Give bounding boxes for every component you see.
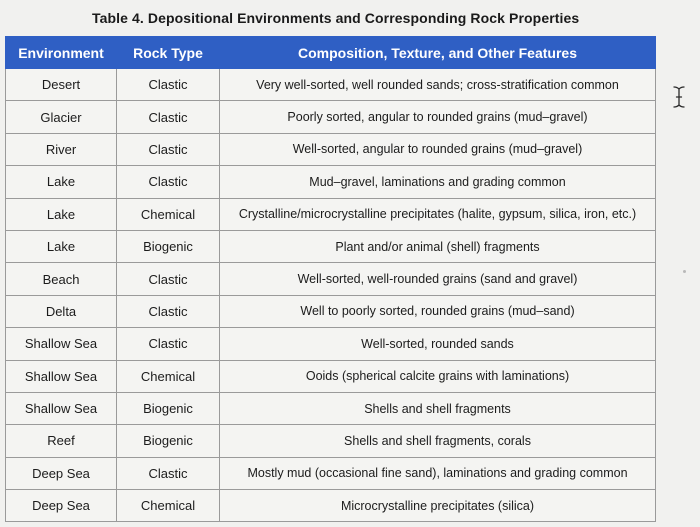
cell-environment: Lake (6, 230, 117, 262)
cell-environment: Beach (6, 263, 117, 295)
cell-composition: Crystalline/microcrystalline precipitates (halite, gypsum, silica, iron, etc.) (220, 198, 656, 230)
cell-composition: Well to poorly sorted, rounded grains (mud–sand) (220, 295, 656, 327)
cell-environment: River (6, 133, 117, 165)
cell-composition: Microcrystalline precipitates (silica) (220, 490, 656, 522)
cell-composition: Plant and/or animal (shell) fragments (220, 230, 656, 262)
cell-environment: Deep Sea (6, 457, 117, 489)
screen-speck (683, 270, 686, 273)
cell-environment: Lake (6, 198, 117, 230)
cell-composition: Ooids (spherical calcite grains with laminations) (220, 360, 656, 392)
cell-composition: Well-sorted, rounded sands (220, 328, 656, 360)
cell-rock-type: Clastic (117, 69, 220, 101)
table-row (6, 69, 656, 101)
table-row (6, 198, 656, 230)
cell-rock-type: Biogenic (117, 230, 220, 262)
cell-environment: Deep Sea (6, 490, 117, 522)
cell-rock-type: Clastic (117, 263, 220, 295)
cell-composition: Well-sorted, angular to rounded grains (mud–gravel) (220, 133, 656, 165)
cell-rock-type: Chemical (117, 490, 220, 522)
table-row (6, 425, 656, 457)
cell-composition: Shells and shell fragments (220, 392, 656, 424)
properties-table (5, 36, 655, 522)
cell-rock-type: Chemical (117, 198, 220, 230)
cell-environment: Glacier (6, 101, 117, 133)
cell-composition: Well-sorted, well-rounded grains (sand and gravel) (220, 263, 656, 295)
cell-rock-type: Clastic (117, 101, 220, 133)
cell-environment: Delta (6, 295, 117, 327)
cell-composition: Poorly sorted, angular to rounded grains (mud–gravel) (220, 101, 656, 133)
cell-composition: Very well-sorted, well rounded sands; cross-stratification common (220, 69, 656, 101)
cell-rock-type: Biogenic (117, 425, 220, 457)
table-row (6, 457, 656, 489)
table-row (6, 328, 656, 360)
cell-rock-type: Clastic (117, 328, 220, 360)
text-cursor-icon (672, 86, 686, 108)
cell-composition: Shells and shell fragments, corals (220, 425, 656, 457)
cell-rock-type: Biogenic (117, 392, 220, 424)
table-header-row (6, 37, 656, 69)
cell-environment: Shallow Sea (6, 360, 117, 392)
table-row (6, 295, 656, 327)
table-row (6, 166, 656, 198)
cell-rock-type: Clastic (117, 166, 220, 198)
table-row (6, 230, 656, 262)
cell-environment: Reef (6, 425, 117, 457)
cell-rock-type: Clastic (117, 133, 220, 165)
cell-environment: Lake (6, 166, 117, 198)
cell-composition: Mostly mud (occasional fine sand), laminations and grading common (220, 457, 656, 489)
cell-rock-type: Chemical (117, 360, 220, 392)
cell-environment: Desert (6, 69, 117, 101)
table-row (6, 101, 656, 133)
table-title: Table 4. Depositional Environments and Corresponding Rock Properties (92, 10, 580, 26)
column-header-rock-type: Rock Type (117, 37, 220, 69)
table-row (6, 392, 656, 424)
cell-rock-type: Clastic (117, 295, 220, 327)
cell-rock-type: Clastic (117, 457, 220, 489)
cell-composition: Mud–gravel, laminations and grading common (220, 166, 656, 198)
cell-environment: Shallow Sea (6, 392, 117, 424)
column-header-environment: Environment (6, 37, 117, 69)
table-row (6, 133, 656, 165)
table-row (6, 263, 656, 295)
column-header-composition: Composition, Texture, and Other Features (220, 37, 656, 69)
table-row (6, 360, 656, 392)
table-row (6, 490, 656, 522)
cell-environment: Shallow Sea (6, 328, 117, 360)
